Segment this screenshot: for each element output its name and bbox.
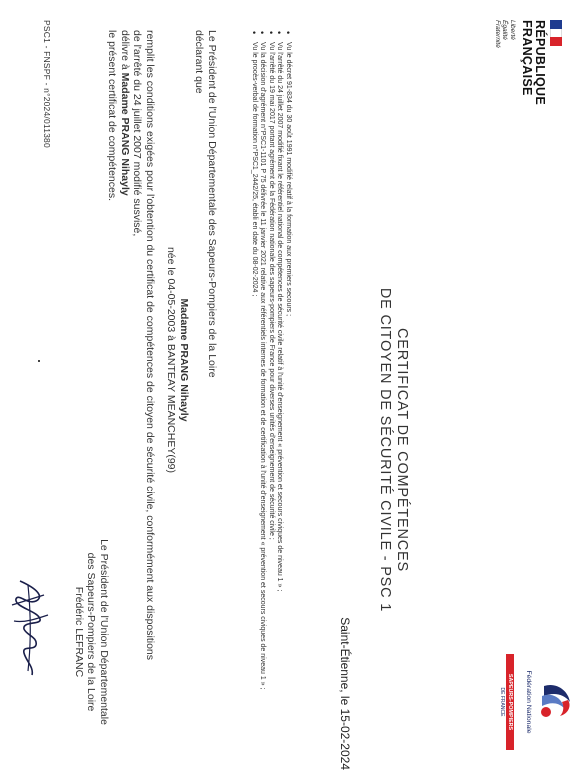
fnspf-emblem-icon xyxy=(534,678,574,722)
legal-reference-item: • Vu le procès-verbal de formation n°PSC1_2442/25, établi en date du 08-02-2024 ; xyxy=(249,30,258,750)
conditions-line1: remplit les conditions exigées pour l'obtention du certificat de compétences de citoyen de sécurité civile, conformément aux dispositions xyxy=(144,30,156,661)
delivery-prefix: délivre à xyxy=(119,30,131,73)
declaration-paragraph xyxy=(193,30,218,480)
recipient-block xyxy=(165,200,190,520)
delivery-line1 xyxy=(119,30,132,750)
legal-reference-item: • Vu le décret 91-834 du 30 août 1991 modifié relatif à la formation aux premiers secours ; xyxy=(283,30,292,750)
stray-mark xyxy=(38,360,40,362)
certificate-title-line1: CERTIFICAT DE COMPÉTENCES xyxy=(394,328,410,572)
signatory-name: Frédéric LEFRANC xyxy=(73,586,85,678)
legal-reference-item: • Vu l'arrêté du 24 juillet 2007 modifié fixant le référentiel national de compétences de sécurité civile relatif à l'unité d'enseignement « prévention et secours civiques de niveau 1 » ; xyxy=(275,30,284,750)
certificate-number: PSC1 - FNSPF - n°2024/011380 xyxy=(42,20,52,148)
republique-francaise-logo xyxy=(494,20,563,130)
rf-motto-egalite: Égalité xyxy=(501,20,509,40)
declaration-line1: Le Président de l'Union Départementale des Sapeurs-Pompiers de la Loire xyxy=(206,30,218,378)
signatory-line1: Le Président de l'Union Départementale xyxy=(98,539,110,725)
conditions-paragraph xyxy=(106,30,156,750)
signatory-line2: des Sapeurs-Pompiers de la Loire xyxy=(85,552,98,712)
fnspf-logo xyxy=(484,640,574,760)
rf-motto-liberte: Liberté xyxy=(509,20,516,40)
issue-date: Saint-Étienne, le 15-02-2024 xyxy=(338,617,352,770)
legal-reference-item: • Vu l'arrêté du 19 mai 2017 portant agrément de la Fédération nationale des sapeurs-pompiers de France pour diverses unités d'enseignement de sécurité civile ; xyxy=(266,30,275,750)
certificate-title xyxy=(376,250,410,650)
delivery-name: Madame PRANG Nihayly xyxy=(119,72,131,196)
rf-name-line1: RÉPUBLIQUE xyxy=(533,20,547,105)
fnspf-band: SAPEURS-POMPIERS xyxy=(506,654,514,750)
certificate-title-line2: DE CITOYEN DE SÉCURITÉ CIVILE - PSC 1 xyxy=(377,287,393,613)
handwritten-signature xyxy=(8,575,58,685)
conditions-line2: de l'arrêté du 24 juillet 2007 modifié susvisé, xyxy=(131,30,144,237)
signatory-block xyxy=(73,502,111,762)
marianne-flag-icon xyxy=(550,20,562,46)
rf-motto-fraternite: Fraternité xyxy=(494,20,501,48)
declaration-line2: déclarant que xyxy=(193,30,206,94)
fnspf-title: Fédération Nationale xyxy=(525,670,532,734)
delivery-line2: le présent certificat de compétences. xyxy=(106,30,119,202)
recipient-name: Madame PRANG Nihayly xyxy=(178,298,190,422)
legal-reference-item: • Vu la décision d'agrément n°PSC1-1101 P 75 délivrée le 11 janvier 2021 relative aux référentiels internes de formation et de certification à l'unité d'enseignement « prévention et secours civiques de niveau 1 » ; xyxy=(258,30,267,750)
fnspf-sub: DE FRANCE xyxy=(499,687,505,717)
recipient-birth: née le 04-05-2003 à BANTEAY MEANCHEY(99) xyxy=(165,246,178,474)
rf-name-line2: FRANÇAISE xyxy=(520,20,534,96)
legal-references-list xyxy=(249,30,292,750)
